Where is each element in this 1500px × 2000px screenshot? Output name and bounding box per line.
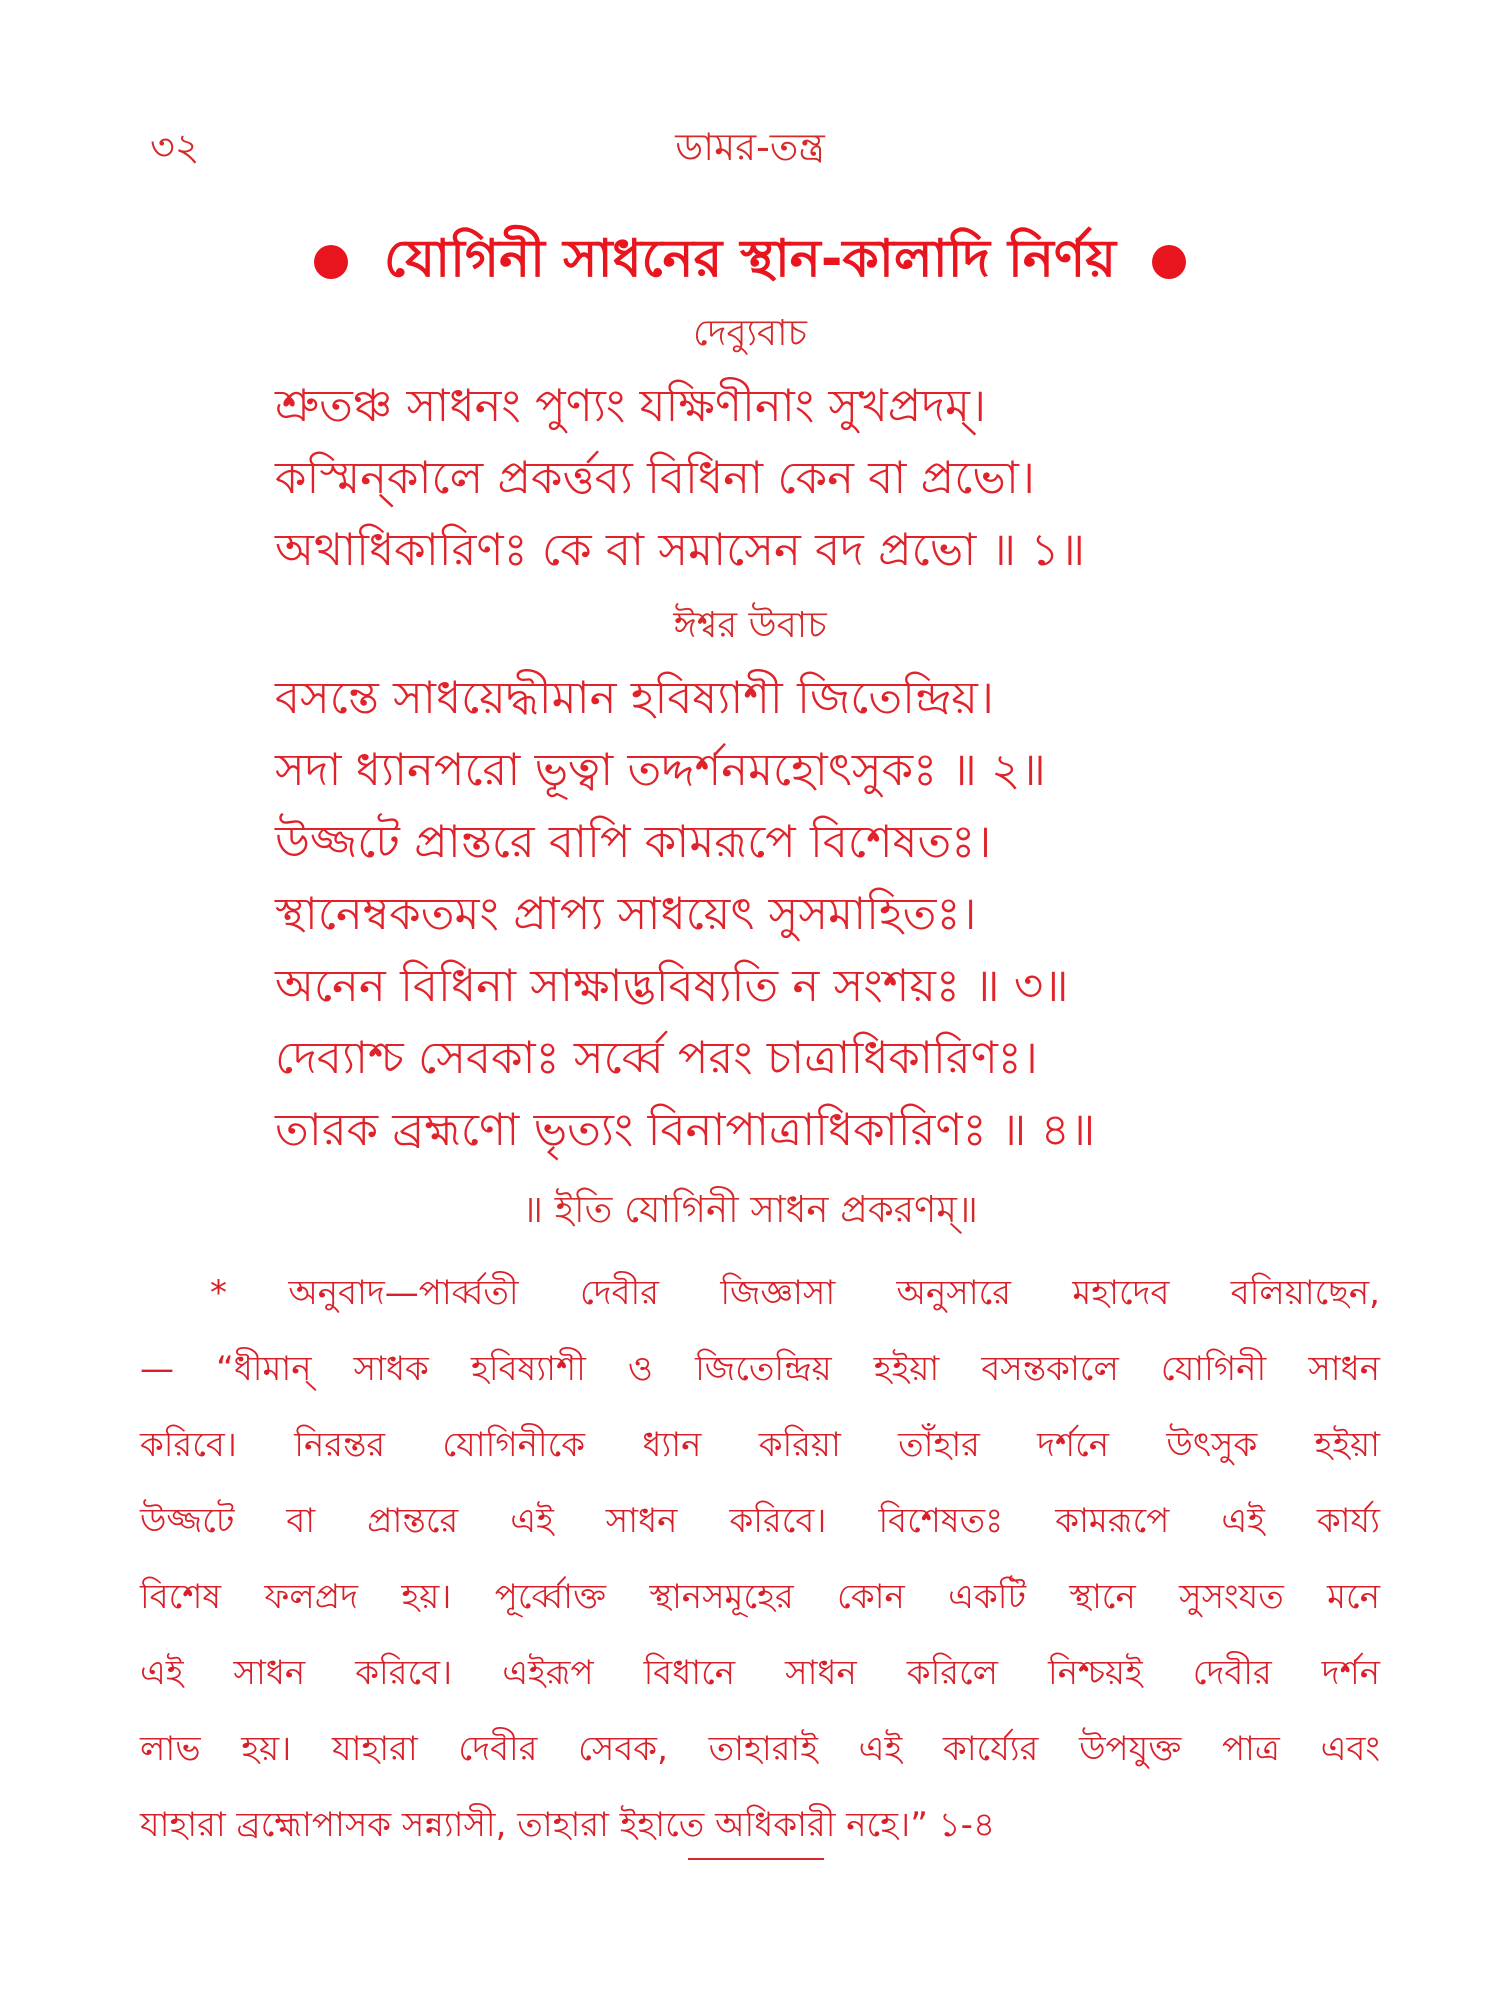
bullet-dot-icon — [314, 245, 348, 279]
speaker-label: ঈশ্বর উবাচ — [673, 605, 827, 646]
page-header — [150, 118, 1350, 178]
translation-line: এই সাধন করিবে। এইরূপ বিধানে সাধন করিলে নিশ্চয়ই দেবীর দর্শন — [140, 1653, 1380, 1693]
verse-line: দেব্যাশ্চ সেবকাঃ সর্ব্বে পরং চাত্রাধিকারিণঃ। — [275, 1031, 1038, 1084]
section-end-rule — [688, 1858, 824, 1860]
verse-line: অথাধিকারিণঃ কে বা সমাসেন বদ প্রভো ॥ ১॥ — [275, 523, 1086, 576]
bullet-dot-icon — [1152, 245, 1186, 279]
translation-line: উজ্জটে বা প্রান্তরে এই সাধন করিবে। বিশেষতঃ কামরূপে এই কার্য্য — [140, 1501, 1380, 1541]
translation-line: বিশেষ ফলপ্রদ হয়। পূর্ব্বোক্ত স্থানসমূহের কোন একটি স্থানে সুসংযত মনে — [140, 1577, 1380, 1617]
speaker-label: দেব্যুবাচ — [693, 313, 807, 354]
colophon: ॥ ইতি যোগিনী সাধন প্রকরণম্॥ — [522, 1188, 978, 1231]
verse-line: স্থানেম্বকতমং প্রাপ্য সাধয়েৎ সুসমাহিতঃ। — [275, 887, 977, 940]
translation-line: করিবে। নিরন্তর যোগিনীকে ধ্যান করিয়া তাঁহার দর্শনে উৎসুক হইয়া — [140, 1425, 1380, 1465]
verse-line: শ্রুতঞ্চ সাধনং পুণ্যং যক্ষিণীনাং সুখপ্রদম্। — [275, 379, 987, 432]
verse-line: উজ্জটে প্রান্তরে বাপি কামরূপে বিশেষতঃ। — [275, 815, 992, 868]
translation-line: — “ধীমান্ সাধক হবিষ্যাশী ও জিতেন্দ্রিয় হইয়া বসন্তকালে যোগিনী সাধন — [140, 1349, 1380, 1389]
translation-line: যাহারা ব্রহ্মোপাসক সন্ন্যাসী, তাহারা ইহাতে অধিকারী নহে।” ১-৪ — [140, 1805, 996, 1845]
translation-line: লাভ হয়। যাহারা দেবীর সেবক, তাহারাই এই কার্য্যের উপযুক্ত পাত্র এবং — [140, 1729, 1380, 1769]
page-number: ৩২ — [150, 125, 200, 169]
verse-line: অনেন বিধিনা সাক্ষাদ্ভবিষ্যতি ন সংশয়ঃ ॥ ৩॥ — [275, 959, 1069, 1012]
chapter-title: যোগিনী সাধনের স্থান-কালাদি নির্ণয় — [383, 229, 1116, 289]
verse-line: সদা ধ্যানপরো ভূত্বা তদ্দর্শনমহোৎসুকঃ ॥ ২॥ — [275, 743, 1046, 796]
translation-line: * অনুবাদ—পার্ব্বতী দেবীর জিজ্ঞাসা অনুসারে মহাদেব বলিয়াছেন, — [210, 1273, 1380, 1313]
running-title: ডামর-তন্ত্র — [675, 125, 825, 169]
chapter-heading — [150, 218, 1350, 305]
translation-paragraph — [140, 1255, 1380, 1863]
verse-line: কস্মিন্‌কালে প্রকর্ত্তব্য বিধিনা কেন বা প্রভো। — [275, 451, 1035, 504]
verse-line: বসন্তে সাধয়েদ্ধীমান হবিষ্যাশী জিতেন্দ্রিয়। — [275, 671, 994, 724]
verse-block — [275, 662, 1350, 1166]
verse-line: তারক ব্রহ্মণো ভৃত্যং বিনাপাত্রাধিকারিণঃ ॥ ৪॥ — [275, 1103, 1096, 1156]
verse-block — [275, 370, 1350, 586]
